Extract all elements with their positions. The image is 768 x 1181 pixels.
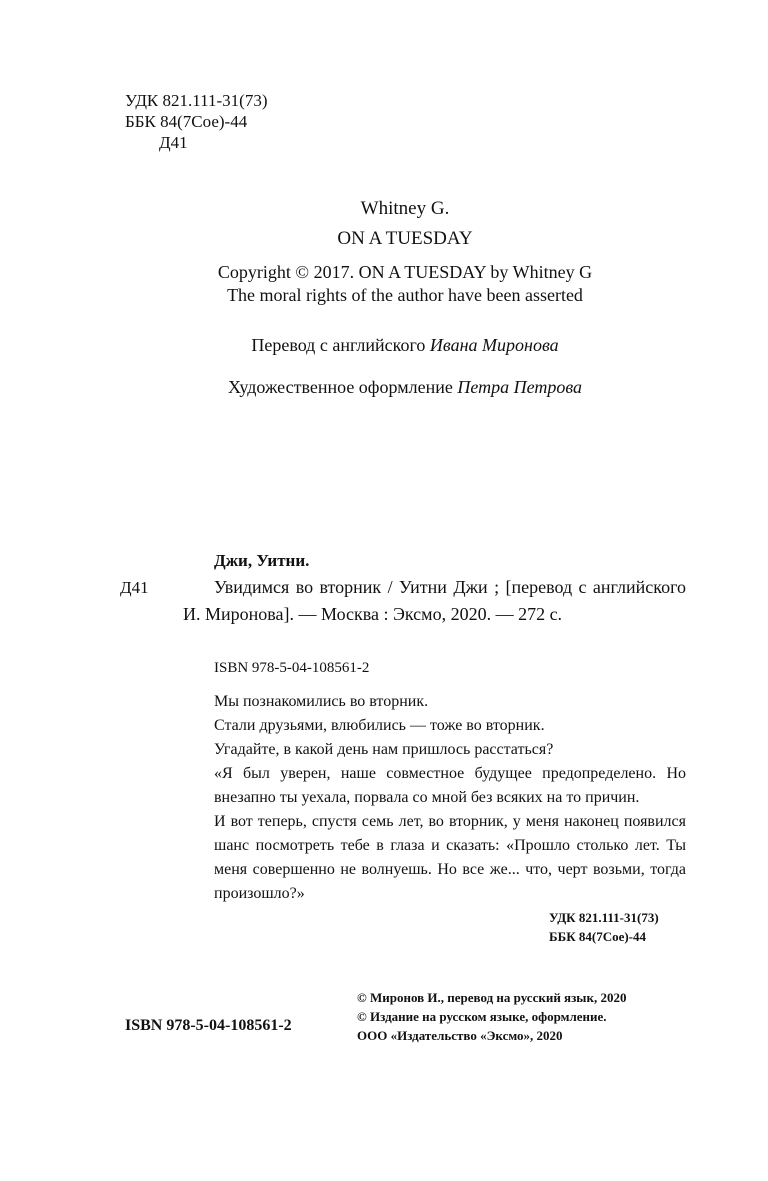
copyright-line: Copyright © 2017. ON A TUESDAY by Whitney G bbox=[217, 262, 593, 282]
annotation bbox=[214, 690, 686, 906]
translator-name: Ивана Миронова bbox=[429, 335, 559, 355]
rights-line: © Миронов И., перевод на русский язык, 2020 bbox=[357, 990, 627, 1005]
classification-codes bbox=[125, 90, 267, 153]
rights-line: ООО «Издательство «Эксмо», 2020 bbox=[357, 1028, 563, 1043]
original-title: ON A TUESDAY bbox=[337, 228, 473, 249]
annotation-line: Угадайте, в какой день нам пришлось расстаться? bbox=[214, 741, 554, 758]
annotation-line: Мы познакомились во вторник. bbox=[214, 693, 429, 710]
design-label: Художественное оформление bbox=[227, 377, 458, 397]
annotation-line: Стали друзьями, влюбились — тоже во вторник. bbox=[214, 717, 545, 734]
catalog-description: Увидимся во вторник / Уитни Джи ; [перевод с английского И. Миронова]. — Москва : Эксмо, 2020. — 272 с. bbox=[183, 577, 686, 624]
catalog-code: Д41 bbox=[120, 578, 149, 597]
footer-udk: УДК 821.111-31(73) bbox=[549, 910, 659, 925]
catalog-author-heading: Джи, Уитни. bbox=[214, 551, 310, 570]
author-mark: Д41 bbox=[159, 133, 188, 152]
rights-line: © Издание на русском языке, оформление. bbox=[357, 1009, 607, 1024]
rights-notice bbox=[357, 988, 626, 1045]
translation-label: Перевод с английского bbox=[251, 335, 430, 355]
annotation-paragraph: И вот теперь, спустя семь лет, во вторник, у меня наконец появился шанс посмотреть тебе в глаза и сказать: «Прошло столько лет. Ты меня совершенно не волнуешь. Но все же... что, черт возьми, тогда произошло?» bbox=[214, 813, 686, 902]
footer-codes bbox=[549, 908, 659, 946]
footer-isbn: ISBN 978-5-04-108561-2 bbox=[125, 1017, 292, 1034]
udk-code: УДК 821.111-31(73) bbox=[125, 91, 268, 110]
bbk-code: ББК 84(7Сое)-44 bbox=[125, 112, 248, 131]
annotation-paragraph: «Я был уверен, наше совместное будущее предопределено. Но внезапно ты уехала, порвала со мной без всяких на то причин. bbox=[214, 765, 686, 806]
designer-name: Петра Петрова bbox=[457, 377, 583, 397]
translation-credit bbox=[0, 335, 768, 356]
moral-rights-line: The moral rights of the author have been asserted bbox=[227, 285, 583, 305]
catalog-isbn: ISBN 978-5-04-108561-2 bbox=[214, 660, 370, 676]
original-author: Whitney G. bbox=[360, 198, 450, 219]
copyright-notice bbox=[0, 261, 768, 307]
footer-bbk: ББК 84(7Сое)-44 bbox=[549, 929, 647, 944]
design-credit bbox=[0, 377, 768, 398]
